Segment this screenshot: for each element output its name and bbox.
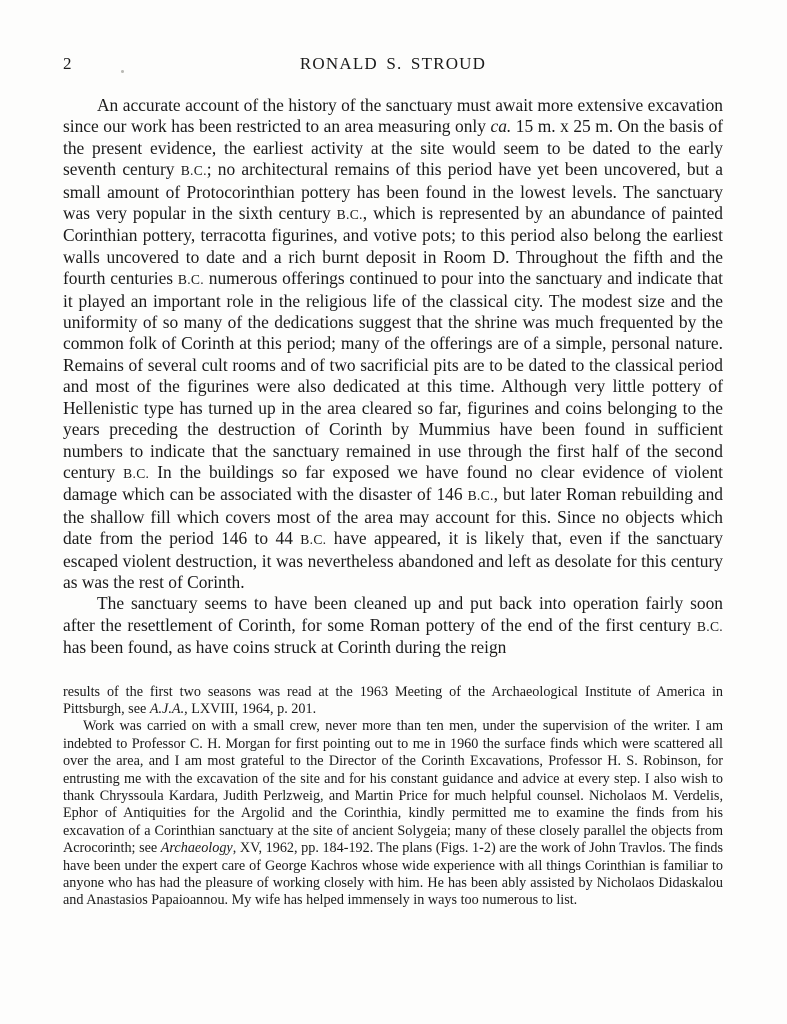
text-run: , XV, 1962, pp. 184-192. The plans (Figs. 1-2) are the work of John Travlos. The finds have been under the expert care of George Kachros whose wide experience with all things Corinthian is familiar to anyone who has had the pleasure of working closely with him. He has been ably assisted by Nicholaos Didaskalou and Anastasios Papaioannou. My wife has helped immensely in ways too numerous to list. xyxy=(63,840,723,909)
page-number: 2 xyxy=(63,54,72,73)
text-run: has been found, as have coins struck at Corinth during the reign xyxy=(63,637,507,658)
text-run-italic: A.J.A. xyxy=(149,700,185,717)
footnote-paragraph xyxy=(63,684,723,719)
text-run: , but later Roman rebuilding and the shallow fill which covers most of the area may account for this. Since no objects which date from the period 146 to 44 xyxy=(63,484,724,549)
text-run: The sanctuary seems to have been cleaned up and put back into operation fairly soon after the resettlement of Corinth, for some Roman pottery of the end of the first century xyxy=(63,593,723,635)
text-run: have appeared, it is likely that, even if the sanctuary escaped violent destruction, it was nevertheless abandoned and left as desolate for this century as was the rest of Corinth. xyxy=(63,528,723,592)
text-run-smallcaps: B.C. xyxy=(177,272,204,288)
footnote-text xyxy=(63,684,723,910)
text-run-smallcaps: B.C. xyxy=(180,163,207,179)
text-run-smallcaps: B.C. xyxy=(123,465,150,481)
text-run: An accurate account of the history of the sanctuary must await more extensive excavation since our work has been restricted to an area measuring only xyxy=(63,95,723,137)
text-run-smallcaps: B.C. xyxy=(300,532,327,548)
text-run-italic: Archaeology xyxy=(160,840,233,857)
text-run: results of the first two seasons was read at the 1963 Meeting of the Archaeological Institute of America in Pittsburgh, see xyxy=(63,683,723,717)
text-run: 15 m. x 25 m. On the basis of the present evidence, the earliest activity at the site would seem to be dated to the early seventh century xyxy=(63,116,724,180)
body-paragraph xyxy=(63,593,723,658)
text-run: numerous offerings continued to pour into the sanctuary and indicate that it played an important role in the religious life of the classical city. The modest size and the uniformity of so many of the dedications suggest that the shrine was much frequented by the common folk of Corinth at this period; many of the offerings are of a simple, personal nature. Remains of several cult rooms and of two sacrificial pits are to be dated to the classical period and most of the figurines were also dedicated at this time. Although very little pottery of Hellenistic type has turned up in the area cleared so far, figurines and coins belonging to the years preceding the destruction of Corinth by Mummius have been found in sufficient numbers to indicate that the sanctuary remained in use through the first half of the second century xyxy=(63,268,723,482)
footnote-paragraph xyxy=(63,718,723,909)
body-paragraph xyxy=(63,95,723,593)
body-text xyxy=(63,95,723,659)
text-run: Work was carried on with a small crew, never more than ten men, under the supervision of the writer. I am indebted to Professor C. H. Morgan for first pointing out to me in 1960 the surface finds which were scattered all over the area, and I am most grateful to the Director of the Corinth Excavations, Professor H. S. Robinson, for entrusting me with the excavation of the site and for his constant guidance and advice at every step. I also wish to thank Chryssoula Kardara, Judith Perlzweig, and Martin Price for much helpful counsel. Nicholaos M. Verdelis, Ephor of Antiquities for the Argolid and the Corinthia, kindly permitted me to examine the finds from his excavation of a Corinthian sanctuary at the site of ancient Solygeia; many of these closely parallel the objects from Acrocorinth; see xyxy=(63,718,723,857)
text-run-smallcaps: B.C. xyxy=(336,207,363,223)
text-run-italic: ca. xyxy=(490,116,512,137)
text-run: ; no architectural remains of this period have yet been uncovered, but a small amount of Protocorinthian pottery has been found in the lowest levels. The sanctuary was very popular in the sixth century xyxy=(63,159,724,224)
text-run-smallcaps: B.C. xyxy=(467,488,494,504)
running-head-title: RONALD S. STROUD xyxy=(299,54,487,73)
text-run: In the buildings so far exposed we have found no clear evidence of violent damage which can be associated with the disaster of 146 xyxy=(63,461,723,505)
text-run: , LXVIII, 1964, p. 201. xyxy=(184,700,317,717)
text-column xyxy=(63,54,723,910)
running-header xyxy=(63,54,723,76)
text-run-smallcaps: B.C. xyxy=(696,618,723,634)
text-run: , which is represented by an abundance of painted Corinthian pottery, terracotta figurines, and votive pots; to this period also belong the earliest walls uncovered to date and a rich burnt deposit in Room D. Throughout the fifth and the fourth centuries xyxy=(63,203,724,289)
